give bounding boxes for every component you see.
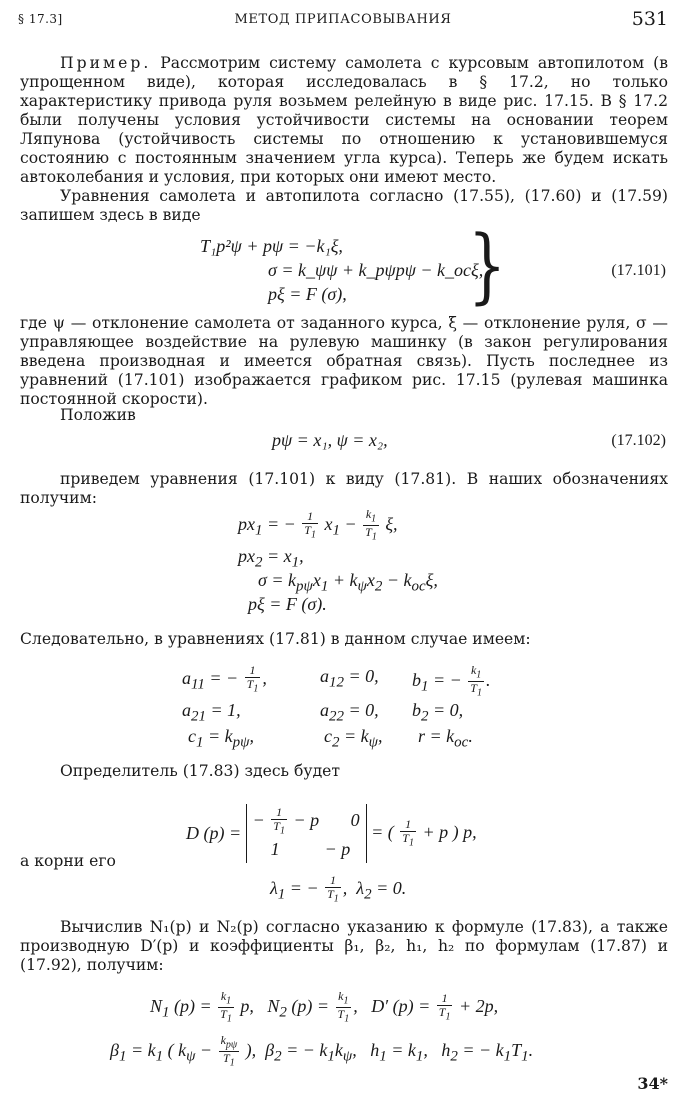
coef-b2: $b_2 = 0$, — [412, 700, 464, 725]
eq101-line1: T₁p²ψ + pψ = −k₁ξ, — [200, 236, 343, 256]
eq-roots: $\lambda_1$ = − $\frac{1}{T_1}$ , $\lambda_2 = 0$. — [270, 873, 407, 905]
eq-N-D: $N_1$ (p) = $\frac{k_1}{T_1}$ p, $N_2$ (p) = $\frac{k_1}{T_1}$ , D′ (p) = $\frac{1}{T_1}$ + 2p, — [150, 989, 499, 1025]
signature-mark: 34* — [637, 1074, 668, 1093]
coef-b1: $b_1$ = − $\frac{k_1}{T_1}$ . — [412, 663, 491, 699]
coef-c2: $c_2 = k_\psi$, — [324, 726, 383, 751]
paragraph-reduce: приведем уравнения (17.101) к виду (17.81). В наших обозначениях получим: — [20, 470, 668, 507]
right-brace: } — [468, 218, 507, 314]
paragraph-equations-intro: Уравнения самолета и автопилота согласно (17.55), (17.60) и (17.59) запишем здесь в виде — [20, 187, 668, 224]
eq102-number: (17.102) — [611, 432, 666, 449]
eq102: pψ = x₁, ψ = x₂, — [272, 430, 388, 450]
example-label: Пример. — [60, 54, 152, 72]
coef-r: $r = k_{oc}$. — [418, 726, 473, 751]
page-title: МЕТОД ПРИПАСОВЫВАНИЯ — [234, 12, 452, 27]
paragraph-roots: а корни его — [20, 852, 116, 870]
eq101-line3: pξ = F (σ), — [268, 284, 347, 304]
paragraph-therefore: Следовательно, в уравнениях (17.81) в данном случае имеем: — [20, 630, 531, 648]
paragraph-computing: Вычислив N₁(p) и N₂(p) согласно указанию к формуле (17.83), а также производную D′(p) и коэффициенты β₁, β₂, h₁, h₂ по формулам (17.87) и (17.92), получим: — [20, 918, 668, 974]
eq-pxi: pξ = F (σ). — [248, 594, 327, 614]
coef-c1: $c_1 = k_{p\psi}$, — [188, 726, 254, 751]
example-text: Рассмотрим систему самолета с курсовым автопилотом (в упрощенном виде), которая исследовалась в § 17.2, но только характеристику привода руля возьмем релейную в виде рис. 17.15. В § 17.2 были получены условия устойчивости системы на основании теорем Ляпунова (устойчивость системы по отношению к установившемуся состоянию с постоянным значением угла курса). Теперь же будем искать автоколебания и условия, при которых они имеют место. — [20, 54, 668, 186]
eq101-line2: σ = k_ψψ + k_pψpψ − k_ocξ, — [268, 260, 484, 280]
coef-a22: $a_{22} = 0$, — [320, 700, 379, 725]
coef-a11: $a_{11}$ = − $\frac{1}{T_1}$ , — [182, 663, 267, 695]
page-number: 531 — [631, 8, 668, 30]
eq-determinant: D (p) = − $\frac{1}{T_1}$ − p 0 1 − p = ( $\frac{1}{T_1}$ + p ) p, — [186, 804, 477, 863]
paragraph-example — [20, 54, 668, 187]
section-ref: § 17.3] — [18, 12, 63, 26]
coef-a21: $a_{21} = 1$, — [182, 700, 241, 725]
running-header — [18, 8, 668, 34]
eq-px1: $px_1$ = − $\frac{1}{T_1}$ $x_1$ − $\frac{k_1}{T_1}$ ξ, — [238, 507, 398, 543]
paragraph-definitions: где ψ — отклонение самолета от заданного курса, ξ — отклонение руля, σ — управляющее воздействие на рулевую машинку (в закон регулирования введена производная и имеется обратная связь). Пусть последнее из уравнений (17.101) изображается графиком рис. 17.15 (рулевая машинка постоянной скорости). — [20, 314, 668, 408]
eq-px2: $px_2 = x_1$, — [238, 546, 304, 571]
eq-sigma: $\sigma = k_{p\psi}x_1 + k_\psi x_2 - k_{oc}\xi$, — [258, 570, 438, 595]
eq-beta-h: $\beta_1 = k_1$ ( $k_\psi$ − $\frac{k_{p\psi}}{T_1}$ ), $\beta_2$ = − $k_1k_\psi$, $h_1 = k_1$, $h_2$ = − $k_1T_1$. — [110, 1033, 534, 1069]
coef-a12: $a_{12} = 0$, — [320, 666, 379, 691]
eq101-number: (17.101) — [611, 262, 666, 279]
paragraph-setting: Положив — [60, 406, 136, 424]
paragraph-determinant: Определитель (17.83) здесь будет — [60, 762, 341, 780]
